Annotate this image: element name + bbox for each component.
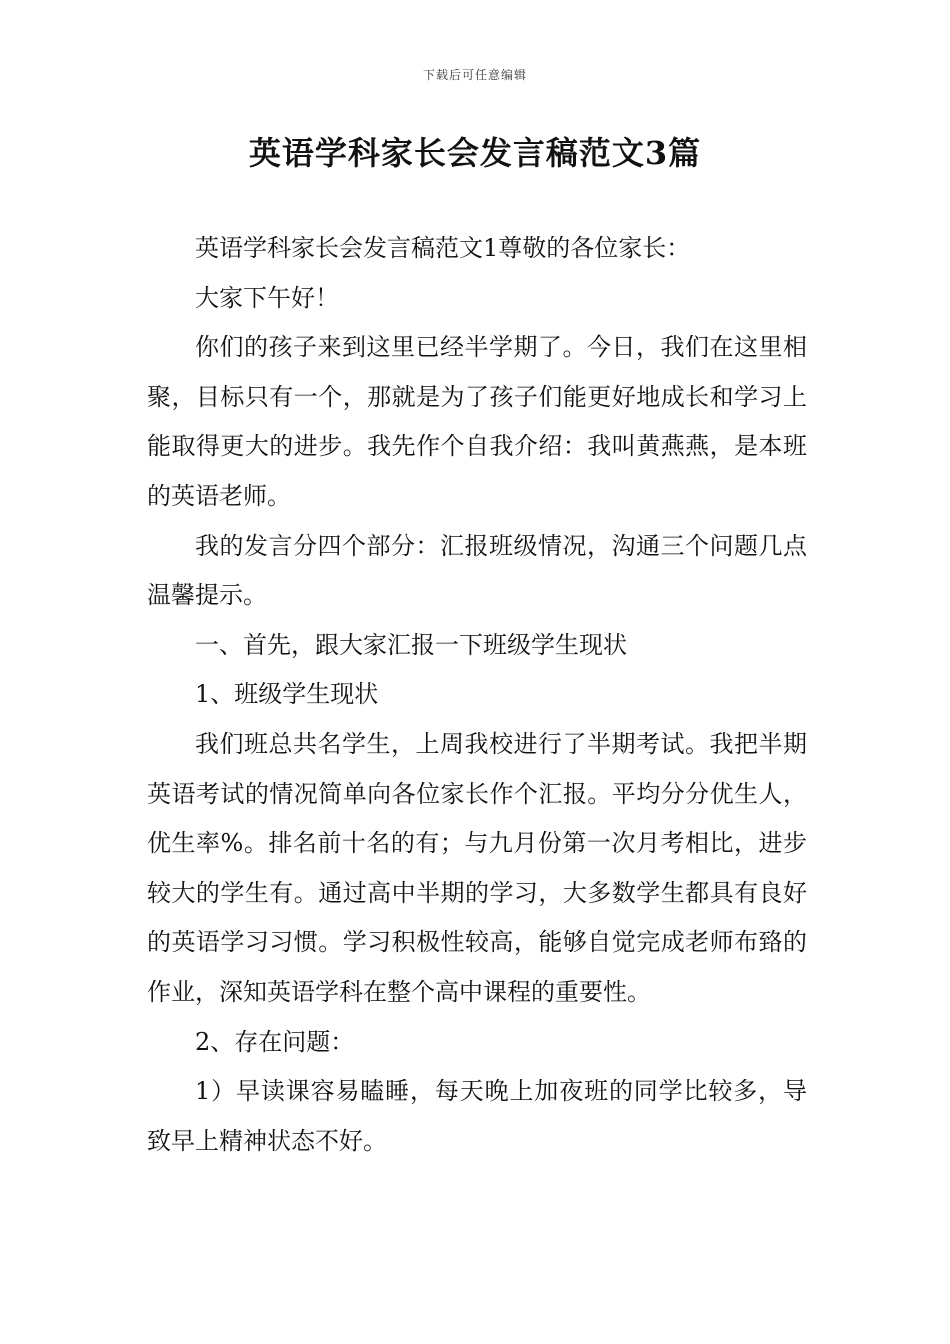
document-body: [147, 224, 807, 1166]
paragraph-outline: 我的发言分四个部分：汇报班级情况，沟通三个问题几点温馨提示。: [147, 531, 807, 610]
header-note: 下载后可任意编辑: [422, 68, 527, 82]
paragraph-class-status: 我们班总共名学生，上周我校进行了半期考试。我把半期英语考试的情况简单向各位家长作个汇报。平均分分优生人，优生率%。排名前十名的有；与九月份第一次月考相比，进步较大的学生有。通过高中半期的学习，大多数学生都具有良好的英语学习习惯。学习积极性较高，能够自觉完成老师布臵的作业，深知英语学科在整个高中课程的重要性。: [147, 729, 807, 1006]
subsection-heading-2: 2、存在问题：: [195, 1027, 355, 1056]
subsection-heading-1: 1、班级学生现状: [195, 680, 379, 709]
paragraph-introduction: 你们的孩子来到这里已经半学期了。今日，我们在这里相聚，目标只有一个，那就是为了孩子们能更好地成长和学习上能取得更大的进步。我先作个自我介绍：我叫黄燕燕，是本班的英语老师。: [147, 333, 807, 510]
paragraph-problem-1: 1）早读课容易瞌睡，每天晚上加夜班的同学比较多，导致早上精神状态不好。: [147, 1077, 807, 1155]
section-heading-1: 一、首先，跟大家汇报一下班级学生现状: [195, 630, 627, 659]
paragraph-salutation: 英语学科家长会发言稿范文1尊敬的各位家长：: [195, 234, 691, 262]
paragraph-greeting: 大家下午好！: [195, 283, 339, 312]
document-title: 英语学科家长会发言稿范文3篇: [248, 134, 702, 172]
